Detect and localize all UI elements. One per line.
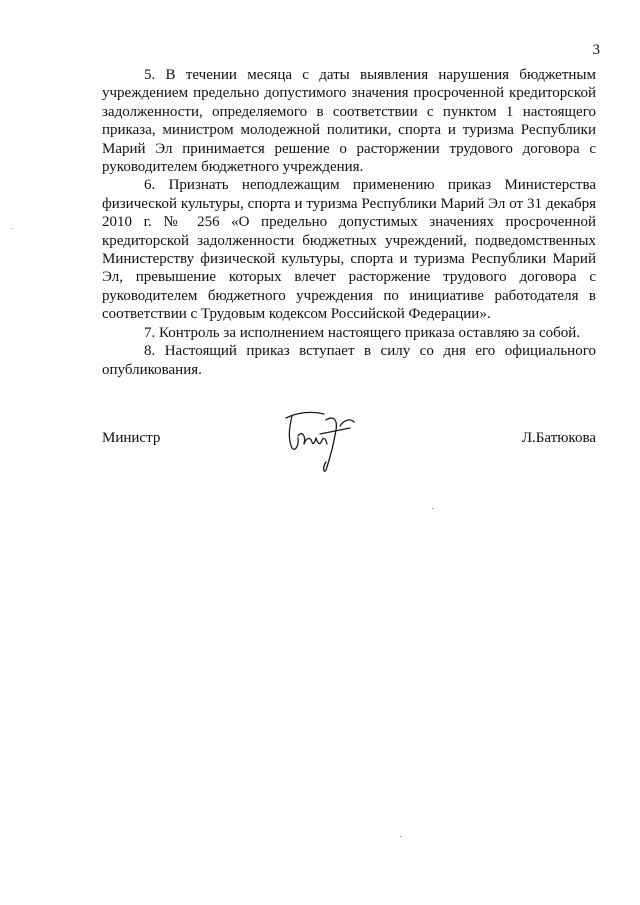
document-body [102, 66, 596, 379]
paragraph-7: 7. Контроль за исполнением настоящего приказа оставляю за собой. [144, 324, 581, 341]
signature-block [102, 406, 596, 486]
paragraph-8: 8. Настоящий приказ вступает в силу со дня его официального опубликования. [102, 343, 596, 378]
handwritten-signature [280, 406, 360, 476]
scan-speck [432, 508, 433, 509]
signatory-title: Министр [102, 430, 161, 446]
paragraph-5: 5. В течении месяца с даты выявления нарушения бюджетным учреждением предельно допустимого значения просроченной кредиторской задолженности, определяемого в соответствии с пунктом 1 настоящего приказа, министром молодежной политики, спорта и туризма Республики Марий Эл принимается решение о расторжении трудового договора с руководителем бюджетного учреждения. [102, 67, 596, 176]
scan-speck [400, 836, 401, 837]
paragraph-6: 6. Признать неподлежащим применению приказ Министерства физической культуры, спорта и туризма Республики Марий Эл от 31 декабря 2010 г. № 256 «О предельно допустимых значениях просроченной кредиторской задолженности бюджетных учреждений, подведомственных Министерству физической культуры, спорта и туризма Республики Марий Эл, превышение которых влечет расторжение трудового договора с руководителем бюджетного учреждения по инициативе работодателя в соответствии с Трудовым кодексом Российской Федерации». [102, 177, 596, 323]
signatory-name: Л.Батюкова [521, 430, 596, 446]
page-number: 3 [592, 42, 600, 58]
scan-speck [12, 228, 13, 229]
